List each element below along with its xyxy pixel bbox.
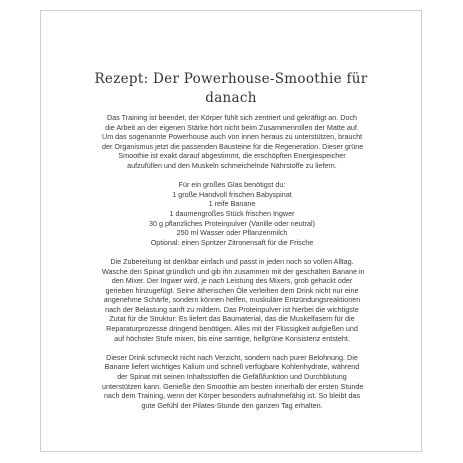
text-line: angenehme Schärfe, sondern können helfen, muskuläre Entzündungsreaktionen (103, 295, 361, 305)
text-line: gerieben hinzugefügt. Seine ätherischen Öle verleihen dem Drink nicht nur eine (105, 285, 359, 295)
text-line: Das Training ist beendet, der Körper fühlt sich zentriert und gekräftigt an. Doch (106, 113, 358, 122)
ingredient-item: 1 reife Banane (208, 199, 256, 209)
ingredient-item: 1 daumengroßes Stück frischen Ingwer (169, 208, 295, 218)
text-line: nach der Belastung sanft zu mildern. Das Proteinpulver ist hierbei die wichtigste (105, 304, 359, 314)
text-line: Um das sogenannte Powerhouse auch von innen heraus zu unterstützen, braucht (102, 132, 363, 142)
page-title (40, 70, 422, 108)
text-line: der Spinat mit seinen Inhaltsstoffen die Gefäßfunktion und Durchblutung (117, 372, 347, 382)
text-line: Die Zubereitung ist denkbar einfach und passt in jeden noch so vollen Alltag. (110, 256, 354, 266)
ingredient-item: 30 g pflanzliches Proteinpulver (Vanille oder neutral) (148, 218, 316, 228)
preparation-paragraph (102, 256, 365, 343)
ingredient-list (102, 180, 362, 247)
text-line: der Organismus jetzt die passenden Bausteine für die Regeneration. Dieser grüne (102, 141, 364, 151)
text-line: den Mixer. Der Ingwer wird, je nach Leistung des Mixers, grob gehackt oder (111, 276, 353, 286)
text-line: gute Gefühl der Pilates-Stunde den ganzen Tag erhalten. (141, 400, 323, 410)
article-body (102, 113, 365, 420)
ingredient-heading: Für ein großes Glas benötigst du: (178, 180, 286, 190)
ingredient-item: Optional: einen Spritzer Zitronensaft für die Frische (150, 237, 314, 247)
text-line: Smoothie ist exakt darauf abgestimmt, die erschöpften Energiespeicher (118, 151, 346, 161)
title-line: danach (205, 90, 257, 106)
text-line: Reparaturprozesse dringend benötigen. Alles mit der Flüssigkeit aufgießen und (106, 324, 358, 334)
text-line: die Arbeit an der eigenen Stärke hört nicht beim Zusammenrollen der Matte auf. (105, 122, 359, 132)
text-line: Dieser Drink schmeckt nicht nach Verzicht, sondern nach purer Belohnung. Die (106, 352, 358, 362)
closing-paragraph (102, 353, 362, 411)
text-line: Banane liefert wichtiges Kalium und schnell verfügbare Kohlenhydrate, während (104, 362, 360, 372)
intro-paragraph (102, 113, 362, 171)
text-line: Wasche den Spinat gründlich und gib ihn zusammen mit der geschälten Banane in (102, 266, 365, 276)
text-line: aufzufüllen und den Muskeln schmeichelnde Nährstoffe zu liefern. (127, 160, 337, 170)
title-line: Rezept: Der Powerhouse-Smoothie für (94, 71, 368, 87)
text-line: unterstützen kann. Genieße den Smoothie am besten innerhalb der ersten Stunde (102, 381, 364, 391)
ingredient-item: 1 große Handvoll frischen Babyspinat (172, 189, 292, 199)
ingredient-item: 250 ml Wasser oder Pflanzenmilch (176, 228, 288, 238)
text-line: nach dem Training, wenn der Körper besonders aufnahmefähig ist. So bleibt das (103, 391, 361, 401)
text-line: Zutat für die Struktur: Es liefert das Baumaterial, das die Muskelfasern für die (109, 314, 355, 324)
text-line: auf höchster Stufe mixen, bis eine samtige, hellgrüne Konsistenz entsteht. (114, 333, 350, 343)
